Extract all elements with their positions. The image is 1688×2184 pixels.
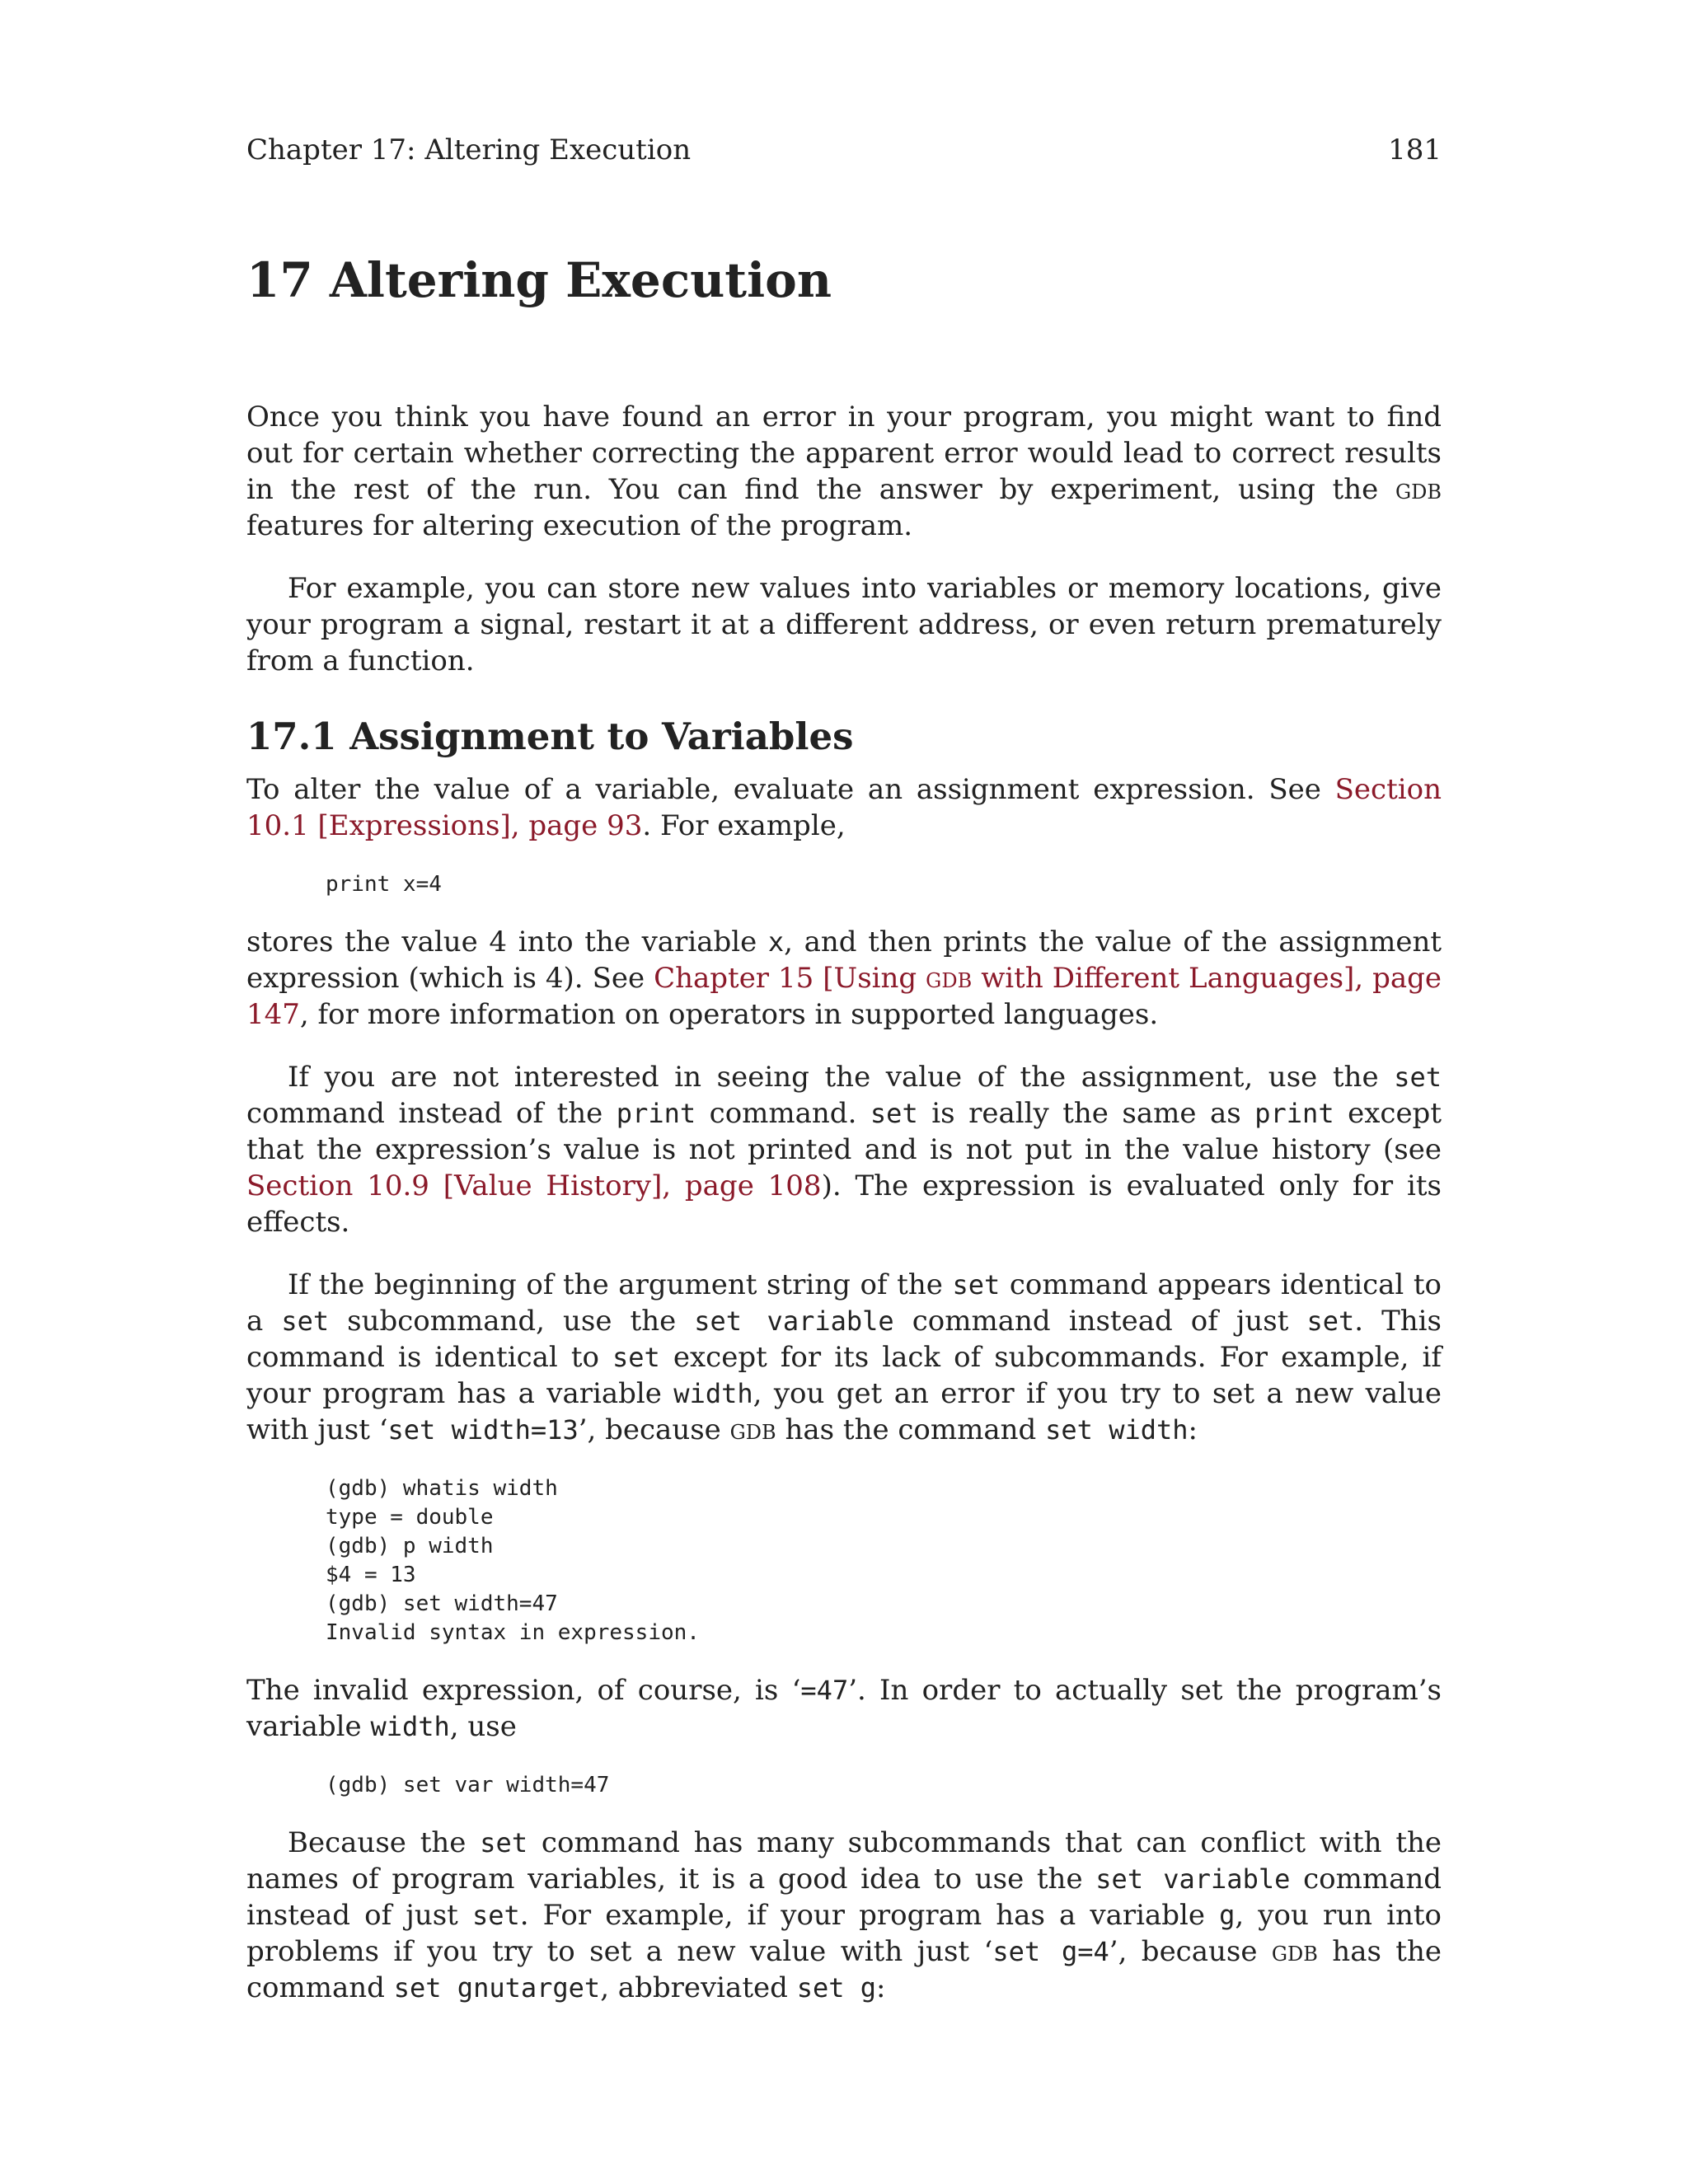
invalid-expression-paragraph: The invalid expression, of course, is ‘=47’. In order to actually set the program’s variable width, use (246, 1674, 1442, 1743)
subcommands-paragraph: Because the set command has many subcommands that can conflict with the names of program variables, it is a good idea to use the set variable command instead of just set. For example, if your program has a variable g, you run into problems if you try to set a new value with just ‘set g=4’, because gdb has the command set gnutarget, abbreviated set g: (246, 1826, 1442, 2004)
link-expressions[interactable]: Section 10.1 [Expressions], page 93 (246, 773, 1442, 842)
running-header-chapter: Chapter 17: Altering Execution (246, 134, 692, 166)
set-command-paragraph: If you are not interested in seeing the value of the assignment, use the set command instead of the print command. set is really the same as print except that the expression’s value is not printed and is not put in the value history (see Section 10.9 [Value History], page 108). The expression is evaluated only for its effects. (246, 1061, 1442, 1239)
link-value-history[interactable]: Section 10.9 [Value History], page 108 (246, 1169, 822, 1202)
assignment-paragraph: To alter the value of a variable, evaluate an assignment expression. See Section 10.1 [Expressions], page 93. For example, (246, 773, 1442, 842)
chapter-title: 17 Altering Execution (246, 252, 832, 308)
code-example-set-var: (gdb) set var width=47 (326, 1773, 610, 1797)
intro-paragraph: Once you think you have found an error in your program, you might want to find out for certain whether correcting the apparent error would lead to correct results in the rest of the run. You can find the answer by experiment, using the gdb features for altering execution of the program. (246, 401, 1442, 542)
code-example-width: (gdb) whatis width type = double (gdb) p width $4 = 13 (gdb) set width=47 Invalid syntax in expression. (326, 1476, 700, 1645)
page-body (246, 399, 1442, 2032)
running-header (246, 132, 1442, 168)
stores-paragraph: stores the value 4 into the variable x, and then prints the value of the assignment expression (which is 4). See Chapter 15 [Using gdb with Different Languages], page 147, for more information on operators in supported languages. (246, 926, 1442, 1031)
set-variable-paragraph: If the beginning of the argument string of the set command appears identical to a set subcommand, use the set variable command instead of just set. This command is identical to set except for its lack of subcommands. For example, if your program has a variable width, you get an error if you try to set a new value with just ‘set width=13’, because gdb has the command set width: (246, 1268, 1442, 1446)
link-languages[interactable]: Chapter 15 [Using gdb with Different Languages], page 147 (246, 962, 1442, 1031)
page-number: 181 (1388, 134, 1442, 166)
examples-paragraph: For example, you can store new values into variables or memory locations, give your program a signal, restart it at a different address, or even return prematurely from a function. (246, 572, 1442, 677)
code-example-print: print x=4 (326, 872, 442, 897)
section-title: 17.1 Assignment to Variables (246, 715, 854, 758)
